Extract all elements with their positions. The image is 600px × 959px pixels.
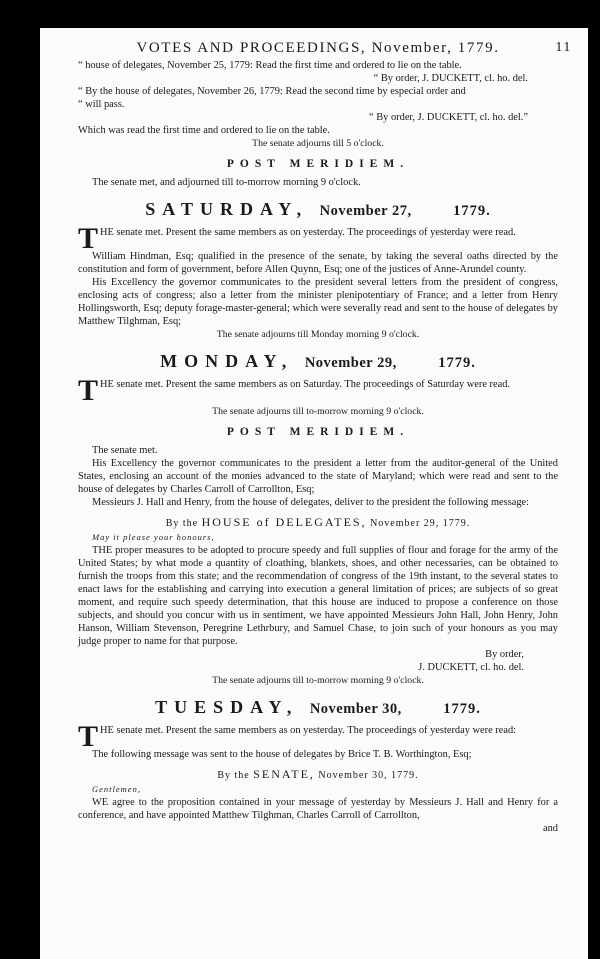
paragraph: Messieurs J. Hall and Henry, from the house of delegates, deliver to the president the following message: (92, 497, 530, 508)
day-name: MONDAY, (160, 351, 294, 371)
day-date: November 30, (309, 701, 402, 717)
paragraph: THE senate met. Present the same members as on Saturday. The proceedings of Saturday were read. (78, 374, 511, 407)
running-header (78, 40, 572, 57)
paragraph: William Hindman, Esq; qualified in the presence of the senate, by taking the several oaths directed by the constitution and form of government, before Allen Quynn, Esq; one of the justices of Anne-Arundel county. (78, 251, 558, 275)
paragraph: THE senate met. Present the same members as on yesterday. The proceedings of yesterday were read: (78, 720, 517, 753)
text-line: “ house of delegates, November 25, 1779: Read the first time and ordered to lie on the table. (78, 60, 462, 71)
page-content (78, 40, 572, 835)
text-line: Which was read the first time and ordered to lie on the table. (78, 125, 330, 136)
day-date: November 27, (319, 203, 412, 219)
salutation: Gentlemen, (92, 784, 141, 794)
drop-cap: T (78, 222, 99, 255)
paragraph: His Excellency the governor communicates to the president several letters from the president of congress, enclosing acts of congress; also a letter from the minister plenipotentiary of France; and a letter from Henry Hollingsworth, Esq; deputy forage-master-general; which were severally read and sent to the house of delegates by Matthew Tilghman, Esq; (78, 277, 558, 327)
signature-line: J. DUCKETT, cl. ho. del. (418, 662, 524, 673)
message-heading: By the SENATE, November 30, 1779. (217, 767, 419, 781)
text-line: “ will pass. (78, 99, 125, 110)
document-page (40, 28, 588, 959)
paragraph: His Excellency the governor communicates to the president a letter from the auditor-general of the United States, enclosing an account of the monies advanced to the state of Maryland; which were read and sent to the house of delegates by Charles Carroll of Carrollton, Esq; (78, 458, 558, 495)
adjourn-line: The senate adjourns till 5 o'clock. (252, 138, 384, 149)
day-heading-saturday (78, 199, 558, 220)
adjourn-line: The senate adjourns till to-morrow morning 9 o'clock. (212, 675, 424, 686)
day-year: 1779. (438, 355, 476, 371)
message-body: WE agree to the proposition contained in your message of yesterday by Messieurs J. Hall and Henry for a conference, and have appointed Matthew Tilghman, Charles Carroll of Carrollton, (78, 797, 558, 821)
page-number: 11 (555, 40, 572, 55)
day-year: 1779. (453, 203, 491, 219)
post-meridiem-heading: POST MERIDIEM. (226, 426, 410, 438)
catchword: and (542, 823, 558, 834)
text-line: The senate met, and adjourned till to-morrow morning 9 o'clock. (92, 177, 361, 188)
adjourn-line: The senate adjourns till Monday morning 9 o'clock. (216, 329, 420, 340)
signature-line: “ By order, J. DUCKETT, cl. ho. del.” (369, 112, 528, 123)
drop-cap: T (78, 374, 99, 407)
text-line: “ By the house of delegates, November 26, 1779: Read the second time by especial order and (78, 86, 466, 97)
message-body: THE proper measures to be adopted to procure speedy and full supplies of flour and forage for the army of the United States; by what mode a quantity of cloathing, blankets, shoes, and other necessaries, can be obtained to furnish the troops from this state; and the recommendation of congress of the 19th instant, to the several states to enact laws for the establishing and carrying into execution a general limitation of prices; are subjects of so great moment, and require such speedy determination, that this house are induced to propose a conference on those subjects, and should you concur with us in sentiment, we have appointed Messieurs John Hall, John Henry, John Hanson, William Stevenson, Peregrine Lethrbury, and Samuel Chase, to join such of your honours as you may judge proper to name for that purpose. (78, 545, 558, 647)
paragraph: THE senate met. Present the same members as on yesterday. The proceedings of yesterday were read. (78, 222, 516, 255)
signature-line: “ By order, J. DUCKETT, cl. ho. del. (373, 73, 528, 84)
paragraph: The following message was sent to the house of delegates by Brice T. B. Worthington, Esq; (92, 749, 472, 760)
header-title: VOTES AND PROCEEDINGS, November, 1779. (136, 40, 500, 56)
text-line: The senate met. (92, 445, 158, 456)
by-order-line: By order, (485, 649, 524, 660)
adjourn-line: The senate adjourns till to-morrow morning 9 o'clock. (212, 406, 424, 417)
message-heading: By the HOUSE of DELEGATES, November 29, 1779. (165, 515, 471, 529)
day-heading-tuesday (78, 697, 558, 718)
day-date: November 29, (304, 355, 397, 371)
day-year: 1779. (443, 701, 481, 717)
post-meridiem-heading: POST MERIDIEM. (226, 158, 410, 170)
drop-cap: T (78, 720, 99, 753)
day-heading-monday (78, 351, 558, 372)
salutation: May it please your honours, (92, 532, 215, 542)
day-name: TUESDAY, (155, 697, 299, 717)
day-name: SATURDAY, (145, 199, 309, 219)
